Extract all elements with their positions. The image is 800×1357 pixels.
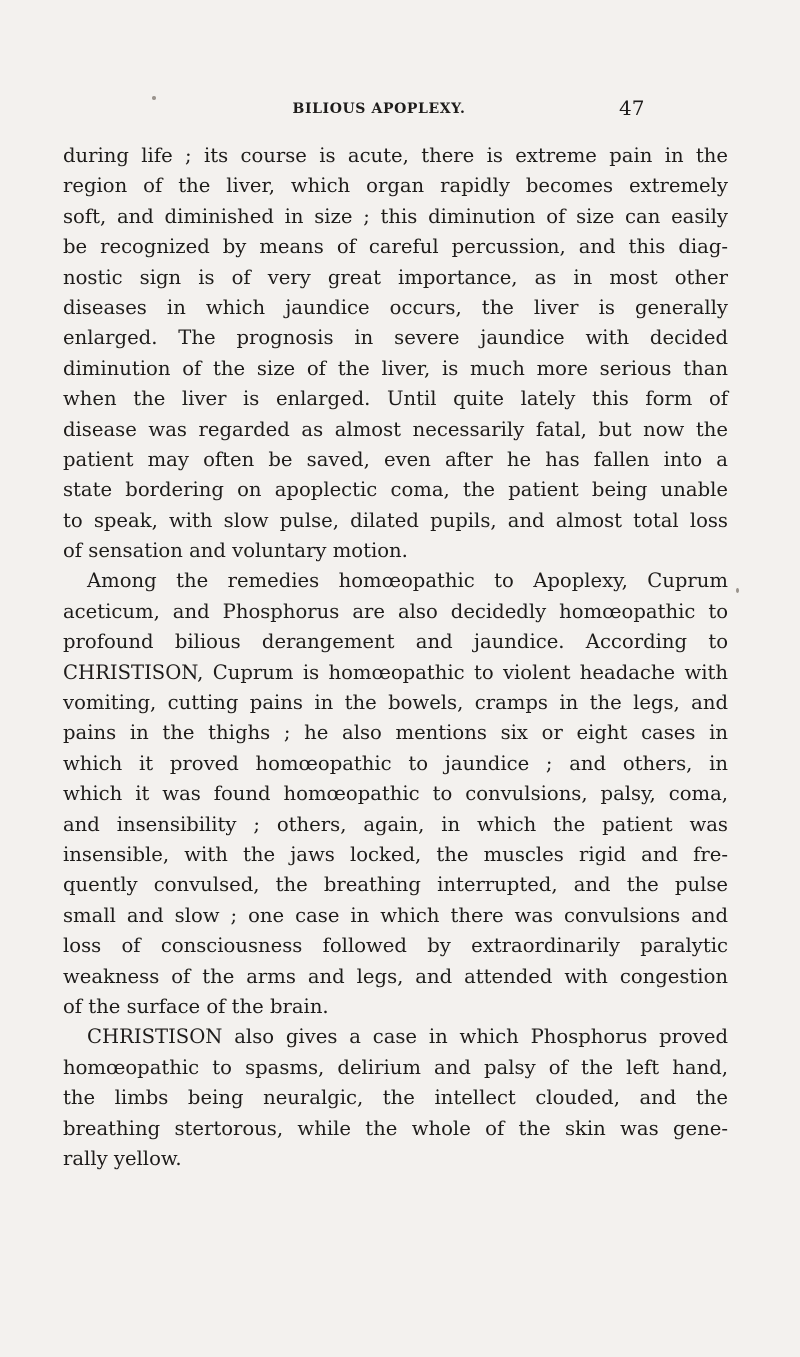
text-line-22: which it was found homœopathic to convulsions, palsy, coma, [63,782,728,806]
text-line-21: which it proved homœopathic to jaundice ; and others, in [63,751,728,775]
text-line-34: rally yellow. [63,1146,182,1170]
text-line-6: diseases in which jaundice occurs, the liver is generally [63,295,728,319]
text-line-18: CHRISTISON, Cuprum is homœopathic to violent headache with [63,660,728,684]
text-line-2: region of the liver, which organ rapidly becomes extremely [63,174,728,198]
paper-speck [736,588,739,593]
text-line-33: breathing stertorous, while the whole of the skin was gene- [63,1116,728,1140]
text-line-20: pains in the thighs ; he also mentions six or eight cases in [63,721,728,745]
text-line-28: weakness of the arms and legs, and attended with congestion [63,964,728,988]
page-number: 47 [619,96,645,120]
text-line-16: aceticum, and Phosphorus are also decidedly homœopathic to [63,599,728,623]
text-line-17: profound bilious derangement and jaundice. According to [63,630,728,654]
text-line-13: to speak, with slow pulse, dilated pupils, and almost total loss [63,508,728,532]
text-line-1: during life ; its course is acute, there is extreme pain in the [63,144,728,167]
text-line-7: enlarged. The prognosis in severe jaundice with decided [63,326,728,350]
body-text [63,141,728,1174]
text-line-11: patient may often be saved, even after he has fallen into a [63,447,728,471]
text-line-8: diminution of the size of the liver, is much more serious than [63,356,728,380]
text-line-19: vomiting, cutting pains in the bowels, cramps in the legs, and [63,691,728,715]
paper-speck [152,96,156,100]
text-line-29: of the surface of the brain. [63,994,329,1018]
text-line-23: and insensibility ; others, again, in which the patient was [63,812,728,836]
text-line-26: small and slow ; one case in which there was convulsions and [63,903,728,927]
text-line-5: nostic sign is of very great importance, as in most other [63,265,728,289]
text-line-27: loss of consciousness followed by extraordinarily paralytic [63,934,728,958]
text-line-9: when the liver is enlarged. Until quite lately this form of [63,387,728,411]
text-line-30: CHRISTISON also gives a case in which Phosphorus proved [87,1025,728,1049]
text-line-32: the limbs being neuralgic, the intellect clouded, and the [63,1086,728,1110]
text-line-15: Among the remedies homœopathic to Apoplexy, Cuprum [87,569,728,593]
text-line-4: be recognized by means of careful percussion, and this diag- [63,235,728,259]
text-line-3: soft, and diminished in size ; this diminution of size can easily [63,204,728,228]
text-line-10: disease was regarded as almost necessarily fatal, but now the [63,417,728,441]
text-line-12: state bordering on apoplectic coma, the patient being unable [63,478,728,502]
text-line-24: insensible, with the jaws locked, the muscles rigid and fre- [63,842,728,866]
text-line-25: quently convulsed, the breathing interrupted, and the pulse [63,873,728,897]
text-line-31: homœopathic to spasms, delirium and palsy of the left hand, [63,1055,728,1079]
text-line-14: of sensation and voluntary motion. [63,539,408,563]
running-head [0,96,800,131]
running-title: BILIOUS APOPLEXY. [292,101,466,117]
